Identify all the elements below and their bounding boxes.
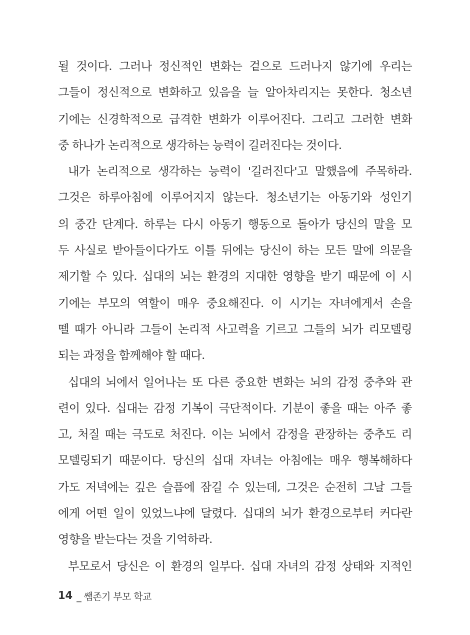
text-line: 가도 저녁에는 깊은 슬픔에 잠길 수 있는데, 그것은 순전히 그날 그들 — [58, 479, 412, 494]
text-line: 될 것이다. 그러나 정신적인 변화는 겉으로 드러나지 않기에 우리는 — [58, 59, 412, 73]
page-footer — [58, 588, 151, 604]
text-line: 기에는 부모의 역할이 매우 중요해진다. 이 시기는 자녀에게서 손을 — [58, 295, 412, 310]
text-line: 모델링되기 때문이다. 당신의 십대 자녀는 아침에는 매우 행복해하다 — [58, 453, 412, 468]
page-number: 14 — [58, 590, 73, 602]
text-line: 십대의 뇌에서 일어나는 또 다른 중요한 변화는 뇌의 감정 중추와 관 — [68, 374, 412, 389]
text-line: 제기할 수 있다. 십대의 뇌는 환경의 지대한 영향을 받기 때문에 이 시 — [58, 269, 412, 284]
text-line: 그들이 정신적으로 변화하고 있음을 늘 알아차리지는 못한다. 청소년 — [58, 85, 412, 100]
text-line: 영향을 받는다는 것을 기억하라. — [58, 532, 213, 547]
text-line: 기에는 신경학적으로 급격한 변화가 이루어진다. 그리고 그러한 변화 — [58, 111, 412, 126]
text-line: 고, 처질 때는 극도로 처진다. 이는 뇌에서 감정을 관장하는 중추도 리 — [58, 427, 412, 442]
text-line: 되는 과정을 함께해야 할 때다. — [58, 348, 205, 363]
text-line: 에게 어떤 일이 있었느냐에 달렸다. 십대의 뇌가 환경으로부터 커다란 — [58, 506, 412, 521]
text-line: 뗄 때가 아니라 그들이 논리적 사고력을 기르고 그들의 뇌가 리모델링 — [58, 321, 412, 336]
text-line: 의 중간 단계다. 하루는 다시 아동기 행동으로 돌아가 당신의 말을 모 — [58, 216, 412, 231]
body-text — [58, 53, 412, 579]
text-line: 내가 논리적으로 생각하는 능력이 '길러진다'고 말했음에 주목하라. — [68, 164, 412, 179]
text-line: 련이 있다. 십대는 감정 기복이 극단적이다. 기분이 좋을 때는 아주 좋 — [58, 400, 412, 415]
text-line: 중 하나가 논리적으로 생각하는 능력이 길러진다는 것이다. — [58, 137, 342, 152]
running-title: _ 쌤존기 부모 학교 — [76, 592, 152, 603]
text-line: 그것은 하루아침에 이루어지지 않는다. 청소년기는 아동기와 성인기 — [58, 190, 412, 205]
text-line: 두 사실로 받아들이다가도 이틀 뒤에는 당신이 하는 모든 말에 의문을 — [58, 243, 412, 258]
text-line: 부모로서 당신은 이 환경의 일부다. 십대 자녀의 감정 상태와 지적인 — [68, 558, 412, 573]
